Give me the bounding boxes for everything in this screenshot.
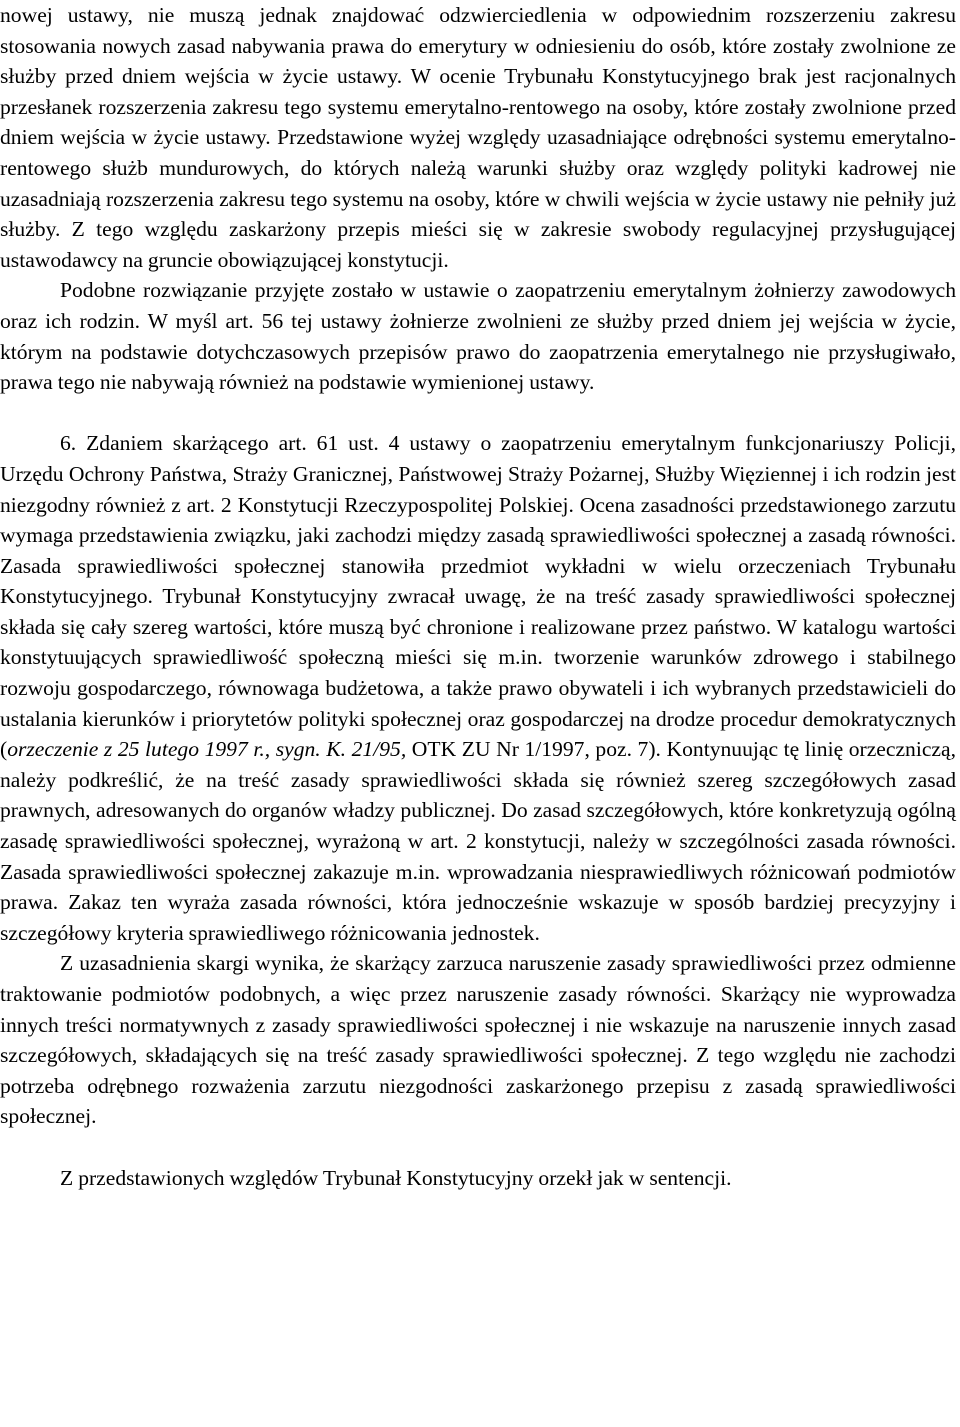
paragraph-similar-solution: Podobne rozwiązanie przyjęte zostało w ustawie o zaopatrzeniu emerytalnym żołnierzy zawodowych oraz ich rodzin. W myśl art. 56 tej ustawy żołnierze zwolnieni ze służby przed dniem jej wejścia w życie, którym na podstawie dotychczasowych przepisów prawo do zaopatrzenia emerytalnego nie przysługiwało, prawa tego nie nabywają również na podstawie wymienionej ustawy.	[0, 278, 956, 395]
paragraph-complaint-justification: Z uzasadnienia skargi wynika, że skarżący zarzuca naruszenie zasady sprawiedliwości przez odmienne traktowanie podmiotów podobnych, a więc przez naruszenie zasady równości. Skarżący nie wyprowadza innych treści normatywnych z zasady sprawiedliwości społecznej i nie wskazuje na naruszenie innych zasad szczegółowych, składających się na treść zasady sprawiedliwości społecznej. Z tego względu nie zachodzi potrzeba odrębnego rozważenia zarzutu niezgodności zaskarżonego przepisu z zasadą sprawiedliwości społecznej.	[0, 951, 956, 1129]
blank-line	[0, 1132, 956, 1163]
paragraph-continuation: nowej ustawy, nie muszą jednak znajdować odzwierciedlenia w odpowiednim rozszerzeniu zakresu stosowania nowych zasad nabywania prawa do emerytury w odniesieniu do osób, które zostały zwolnione ze służby przed dniem wejścia w życie ustawy. W ocenie Trybunału Konstytucyjnego brak jest racjonalnych przesłanek rozszerzenia zakresu tego systemu emerytalno-rentowego na osoby, które zostały zwolnione przed dniem wejścia w życie ustawy. Przedstawione wyżej względy uzasadniające odrębności systemu emerytalno-rentowego służb mundurowych, do których należą warunki służby oraz względy polityki kadrowej nie uzasadniają rozszerzenia zakresu tego systemu na osoby, które w chwili wejścia w życie ustawy nie pełniły już służby. Z tego względu zaskarżony przepis mieści się w zakresie swobody regulacyjnej przysługującej ustawodawcy na gruncie obowiązującej konstytucji.	[0, 3, 956, 272]
paragraph-point-6-text: 6. Zdaniem skarżącego art. 61 ust. 4 ustawy o zaopatrzeniu emerytalnym funkcjonariuszy Policji, Urzędu Ochrony Państwa, Straży Granicznej, Państwowej Straży Pożarnej, Służby Więziennej i ich rodzin jest niezgodny również z art. 2 Konstytucji Rzeczypospolitej Polskiej. Ocena zasadności przedstawionego zarzutu wymaga przedstawienia związku, jaki zachodzi między zasadą sprawiedliwości społecznej a zasadą równości. Zasada sprawiedliwości społecznej stanowiła przedmiot wykładni w wielu orzeczeniach Trybunału Konstytucyjnego. Trybunał Konstytucyjny zwracał uwagę, że na treść zasady sprawiedliwości społecznej składa się cały szereg wartości, które muszą być chronione i realizowane przez państwo. W katalogu wartości konstytuujących sprawiedliwość społeczną mieści się m.in. tworzenie warunków zdrowego i stabilnego rozwoju gospodarczego, równowaga budżetowa, a także prawo obywateli i ich wybranych przedstawicieli do ustalania kierunków i priorytetów polityki społecznej oraz gospodarczej na drodze procedur demokratycznych (	[0, 431, 956, 762]
blank-line	[0, 398, 956, 429]
paragraph-point-6	[0, 428, 956, 948]
paragraph-point-6-rest: OTK ZU Nr 1/1997, poz. 7). Kontynuując tę linię orzeczniczą, należy podkreślić, że na treść zasady sprawiedliwości składa się również szereg szczegółowych zasad prawnych, adresowanych do organów władzy publicznej. Do zasad szczegółowych, które konkretyzują ogólną zasadę sprawiedliwości społecznej, wyrażoną w art. 2 konstytucji, należy w szczególności zasada równości. Zasada sprawiedliwości społecznej zakazuje m.in. wprowadzania niesprawiedliwych różnicowań podmiotów prawa. Zakaz ten wyraża zasada równości, która jednocześnie wskazuje w sposób bardziej precyzyjny i szczegółowy kryteria sprawiedliwego różnicowania jednostek.	[0, 737, 956, 945]
paragraph-conclusion: Z przedstawionych względów Trybunał Konstytucyjny orzekł jak w sentencji.	[60, 1165, 732, 1190]
citation-italic: orzeczenie z 25 lutego 1997 r., sygn. K. 21/95,	[7, 737, 407, 762]
